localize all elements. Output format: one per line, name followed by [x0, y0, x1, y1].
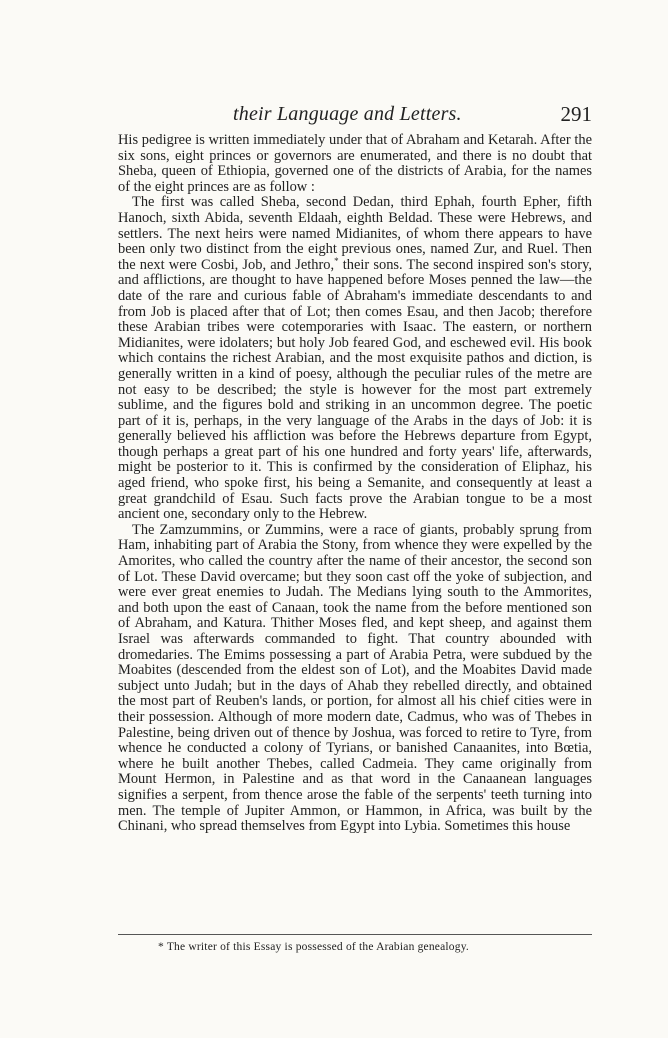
- body-text: [118, 133, 592, 835]
- paragraph-2-text-b: their sons. The second inspired son's story, and afflictions, are thought to have happened before Moses penned the law—the date of the rare and curious fable of Abraham's immediate descendants to and from Job is placed after that of Lot; then comes Esau, and then Jacob; therefore these Arabian tribes were cotemporaries with Isaac. The eastern, or northern Midianites, were idolaters; but holy Job feared God, and eschewed evil. His book which contains the richest Arabian, and the most exquisite pathos and diction, is generally written in a kind of poesy, although the peculiar rules of the metre are not easy to be described; the style is however for the most part extremely sublime, and the figures bold and striking in an uncommon degree. The poetic part of it is, perhaps, in the very language of the Arabs in the days of Job: it is generally believed his affliction was before the Hebrews departure from Egypt, though perhaps a great part of his one hundred and forty years' life, afterwards, might be posterior to it. This is confirmed by the consideration of Eliphaz, his aged friend, who spoke first, his being a Semanite, and consequently at least a great grandchild of Esau. Such facts prove the Arabian tongue to be a most ancient one, secondary only to the Hebrew.: [118, 256, 592, 523]
- page-header: [118, 103, 592, 127]
- footnote: [158, 940, 592, 954]
- paragraph-2: [118, 195, 592, 522]
- paragraph-3-text: The Zamzummins, or Zummins, were a race of giants, probably sprung from Ham, inhabiting part of Arabia the Stony, from whence they were expelled by the Amorites, who called the country after the name of their ancestor, the second son of Lot. These David overcame; but they soon cast off the yoke of subjection, and were ever great enemies to Judah. The Medians lying south to the Ammorites, and both upon the east of Canaan, took the name from the before mentioned son of Abraham, and Katura. Thither Moses fled, and kept sheep, and against them Israel was afterwards commanded to fight. That country abounded with dromedaries. The Emims possessing a part of Arabia Petra, were subdued by the Moabites (descended from the eldest son of Lot), and the Moabites David made subject unto Judah; but in the days of Ahab they rebelled directly, and obtained the most part of Reuben's lands, or portion, for almost all his chief cities were in their possession. Although of more modern date, Cadmus, who was of Thebes in Palestine, being driven out of thence by Joshua, was forced to retire to Tyre, from whence he conducted a colony of Tyrians, or banished Canaanites, into Bœtia, where he built another Thebes, called Cadmeia. They came originally from Mount Hermon, in Palestine and as that word in the Canaanean languages signifies a serpent, from thence arose the fable of the serpents' teeth turning into men. The temple of Jupiter Ammon, or Hammon, in Africa, was built by the Chinani, who spread themselves from Egypt into Lybia. Sometimes this house: [118, 521, 592, 835]
- footnote-rule: [118, 934, 592, 935]
- footnote-text: The writer of this Essay is possessed of the Arabian genealogy.: [163, 941, 469, 953]
- footnote-marker: *: [158, 941, 164, 953]
- running-title: their Language and Letters.: [233, 103, 462, 125]
- paragraph-1-text: His pedigree is written immediately under that of Abraham and Ketarah. After the six sons, eight princes or governors are enumerated, and there is no doubt that Sheba, queen of Ethiopia, governed one of the districts of Arabia, for the names of the eight princes are as follow :: [118, 132, 592, 195]
- page-number: 291: [560, 102, 592, 126]
- paragraph-2-text-a: The first was called Sheba, second Dedan, third Ephah, fourth Epher, fifth Hanoch, sixth Abida, seventh Eldaah, eighth Beldad. These were Hebrews, and settlers. The next heirs were named Midianites, of whom there appears to have been only two distinct from the eight previous ones, named Zur, and Ruel. Then the next were Cosbi, Job, and Jethro,: [118, 194, 592, 273]
- paragraph-3: [118, 523, 592, 835]
- paragraph-1: [118, 133, 592, 195]
- footnote-reference: *: [334, 255, 339, 266]
